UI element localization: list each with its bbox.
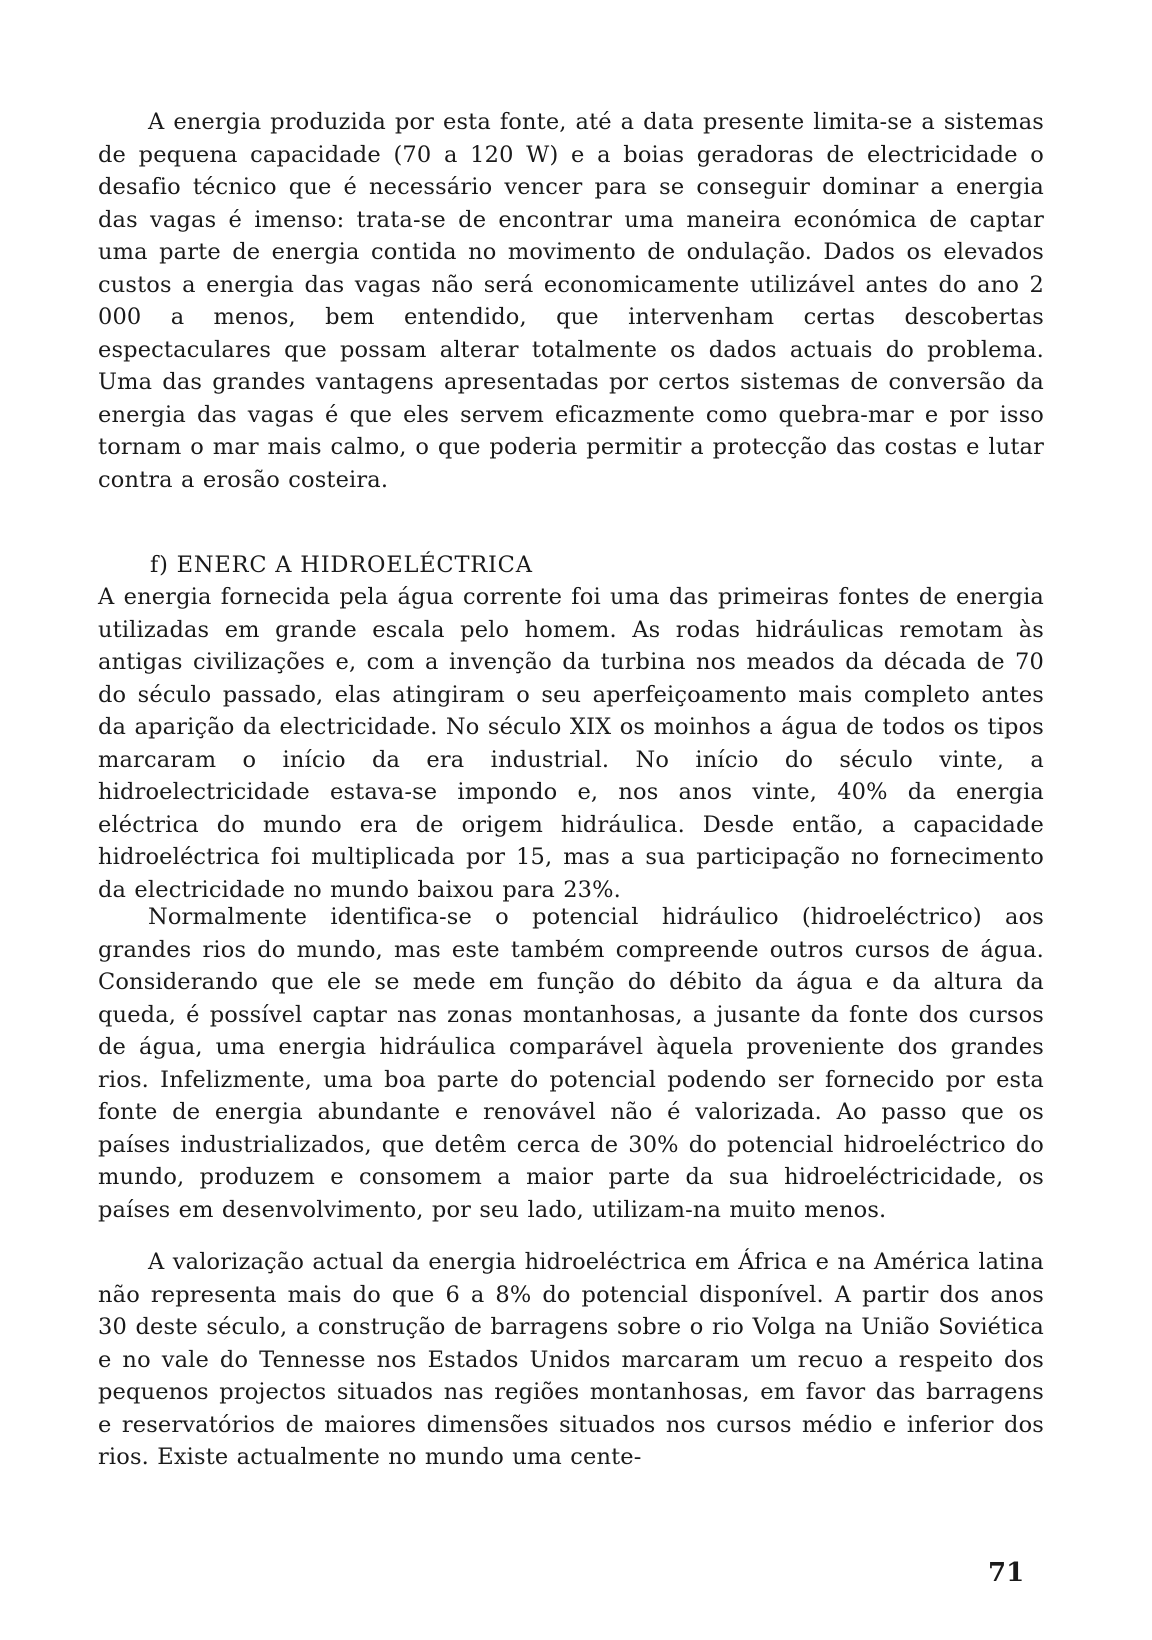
section-heading: f) ENERC A HIDROELÉCTRICA <box>150 552 533 578</box>
paragraph-hydro-valorization: A valorização actual da energia hidroeléctrica em África e na América latina não representa mais do que 6 a 8% do potencial disponível. A partir dos anos 30 deste século, a construção de barragens sobre o rio Volga na União Soviética e no vale do Tennesse nos Estados Unidos marcaram um recuo a respeito dos pequenos projectos situados nas regiões montanhosas, em favor das barragens e reservatórios de maiores dimensões situados nos cursos médio e inferior dos rios. Existe actualmente no mundo uma cente- <box>98 1249 1044 1470</box>
paragraph-wave-energy: A energia produzida por esta fonte, até a data presente limita-se a sistemas de pequena capacidade (70 a 120 W) e a boias geradoras de electricidade o desafio técnico que é necessário vencer para se conseguir dominar a energia das vagas é imenso: trata-se de encontrar uma maneira económica de captar uma parte de energia contida no movimento de ondulação. Dados os elevados custos a energia das vagas não será economicamente utilizável antes do ano 2 000 a menos, bem entendido, que intervenham certas descobertas espectaculares que possam alterar totalmente os dados actuais do problema. Uma das grandes vantagens apresentadas por certos sistemas de conversão da energia das vagas é que eles servem eficazmente como quebra-mar e por isso tornam o mar mais calmo, o que poderia permitir a protecção das costas e lutar contra a erosão costeira. <box>98 109 1044 493</box>
page-number: 71 <box>988 1558 1025 1588</box>
paragraph-hydro-potential: Normalmente identifica-se o potencial hidráulico (hidroeléctrico) aos grandes rios do mundo, mas este também compreende outros cursos de água. Considerando que ele se mede em função do débito da água e da altura da queda, é possível captar nas zonas montanhosas, a jusante da fonte dos cursos de água, uma energia hidráulica comparável àquela proveniente dos grandes rios. Infelizmente, uma boa parte do potencial podendo ser fornecido por esta fonte de energia abundante e renovável não é valorizada. Ao passo que os países industrializados, que detêm cerca de 30% do potencial hidroeléctrico do mundo, produzem e consomem a maior parte da sua hidroeléctricidade, os países em desenvolvimento, por seu lado, utilizam-na muito menos. <box>98 904 1044 1223</box>
paragraph-hydro-history: A energia fornecida pela água corrente foi uma das primeiras fontes de energia utilizadas em grande escala pelo homem. As rodas hidráulicas remotam às antigas civilizações e, com a invenção da turbina nos meados da década de 70 do século passado, elas atingiram o seu aperfeiçoamento mais completo antes da aparição da electricidade. No século XIX os moinhos a água de todos os tipos marcaram o início da era industrial. No início do século vinte, a hidroelectricidade estava-se impondo e, nos anos vinte, 40% da energia eléctrica do mundo era de origem hidráulica. Desde então, a capacidade hidroeléctrica foi multiplicada por 15, mas a sua participação no fornecimento da electricidade no mundo baixou para 23%. <box>98 584 1044 903</box>
